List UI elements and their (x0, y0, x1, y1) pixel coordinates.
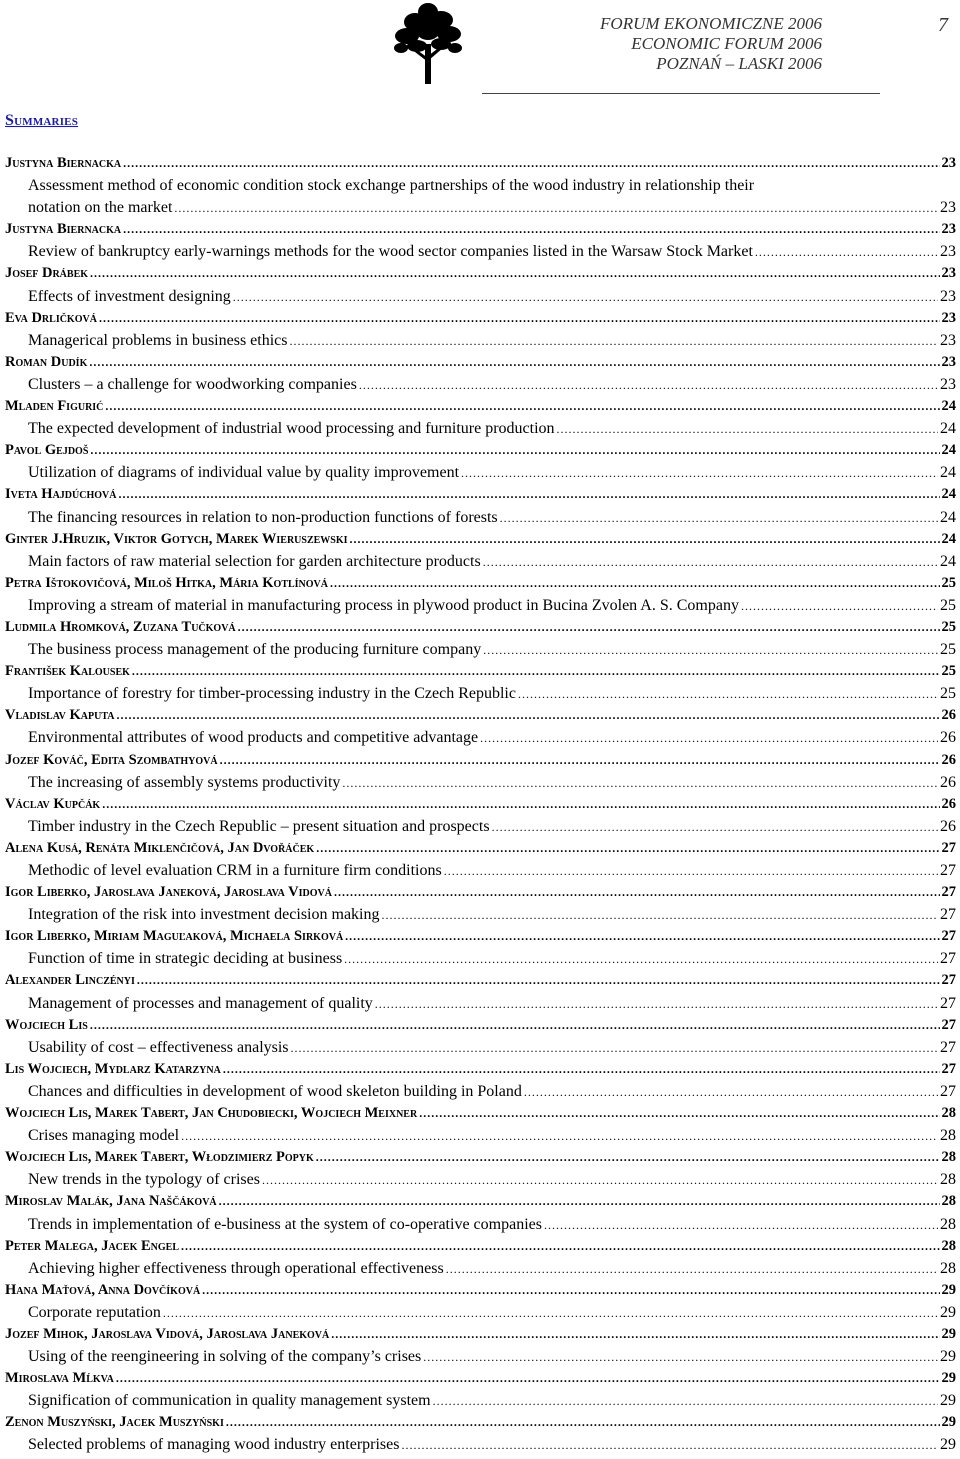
toc-page-number: 28 (940, 1260, 960, 1278)
dot-leader (350, 532, 940, 547)
toc-author[interactable] (0, 1238, 960, 1260)
toc-page-number: 28 (942, 1149, 960, 1166)
toc-entry-text: Management of processes and management of quality (28, 995, 373, 1013)
dot-leader (480, 731, 938, 746)
toc-page-number: 29 (940, 1436, 960, 1454)
dot-leader (132, 664, 940, 679)
toc-author[interactable] (0, 1326, 960, 1348)
toc-author[interactable] (0, 1105, 960, 1127)
toc-entry-text: Justyna Biernacka (5, 155, 121, 172)
toc-author[interactable] (0, 1282, 960, 1304)
toc-page-number: 23 (942, 221, 960, 238)
dot-leader (359, 378, 938, 393)
toc-author[interactable] (0, 663, 960, 685)
toc-page-number: 27 (940, 995, 960, 1013)
toc-title[interactable] (0, 1260, 960, 1282)
dot-leader (446, 1262, 938, 1277)
toc-entry-text: Igor Liberko, Jaroslava Janeková, Jaroslava Vidová (5, 884, 332, 901)
toc-entry-text: Review of bankruptcy early-warnings methods for the wood sector companies listed in the Warsaw Stock Market (28, 243, 753, 261)
toc-entry-text: Effects of investment designing (28, 288, 231, 306)
toc-author[interactable] (0, 354, 960, 376)
toc-page-number: 29 (940, 1392, 960, 1410)
toc-author[interactable] (0, 398, 960, 420)
dot-leader (755, 245, 938, 260)
toc-page-number: 28 (940, 1171, 960, 1189)
toc-page-number: 23 (940, 199, 960, 217)
dot-leader (123, 156, 939, 171)
dot-leader (557, 422, 938, 437)
toc-author[interactable] (0, 310, 960, 332)
dot-leader (500, 511, 938, 526)
toc-entry-text: Josef Drábek (5, 265, 88, 282)
toc-page-number: 26 (942, 707, 960, 724)
conference-line: ECONOMIC FORUM 2006 (482, 34, 822, 54)
dot-leader (262, 1173, 938, 1188)
toc-title[interactable] (0, 288, 960, 310)
dot-leader (105, 399, 939, 414)
dot-leader (518, 687, 938, 702)
toc-author[interactable] (0, 155, 960, 177)
toc-entry-text: Miroslav Malák, Jana Naščáková (5, 1193, 217, 1210)
toc-page-number: 25 (940, 685, 960, 703)
toc-page-number: 23 (942, 310, 960, 327)
toc-author[interactable] (0, 486, 960, 508)
toc-entry-text: Justyna Biernacka (5, 221, 121, 238)
toc-entry-text: Wojciech Lis, Marek Tabert, Włodzimierz Popyk (5, 1149, 314, 1166)
dot-leader (419, 1106, 939, 1121)
toc-entry-text: Assessment method of economic condition stock exchange partnerships of the wood industry in relationship their (28, 177, 754, 195)
toc-page-number: 25 (942, 663, 960, 680)
toc-author[interactable] (0, 884, 960, 906)
toc-title[interactable] (0, 199, 960, 221)
toc-title[interactable] (0, 597, 960, 619)
toc-title[interactable] (0, 729, 960, 751)
toc-page-number: 27 (940, 906, 960, 924)
dot-leader (483, 555, 938, 570)
toc-title[interactable] (0, 641, 960, 663)
dot-leader (99, 311, 940, 326)
toc-entry-text: The business process management of the producing furniture company (28, 641, 481, 659)
dot-leader (123, 222, 939, 237)
toc-page-number: 25 (940, 597, 960, 615)
toc-title[interactable] (0, 1171, 960, 1193)
toc-page-number: 23 (940, 288, 960, 306)
dot-leader (116, 708, 939, 723)
toc-title[interactable] (0, 995, 960, 1017)
dot-leader (90, 1018, 940, 1033)
dot-leader (89, 355, 939, 370)
toc-entry-text: Wojciech Lis (5, 1017, 88, 1034)
toc-author[interactable] (0, 1414, 960, 1436)
toc-page-number: 23 (940, 376, 960, 394)
dot-leader (316, 1150, 940, 1165)
toc-entry-text: Crises managing model (28, 1127, 179, 1145)
toc-entry-text: Václav Kupčák (5, 796, 100, 813)
dot-leader (220, 753, 940, 768)
toc-entry-text: Ginter J.Hruzik, Viktor Gotych, Marek Wieruszewski (5, 531, 348, 548)
toc-author[interactable] (0, 1370, 960, 1392)
dot-leader (118, 487, 939, 502)
toc-author[interactable] (0, 221, 960, 243)
dot-leader (238, 620, 940, 635)
toc-page-number: 25 (940, 641, 960, 659)
toc-entry-text: Utilization of diagrams of individual value by quality improvement (28, 464, 459, 482)
toc-author[interactable] (0, 531, 960, 553)
toc-page-number: 25 (942, 575, 960, 592)
toc-entry-text: Selected problems of managing wood industry enterprises (28, 1436, 399, 1454)
toc-entry-text: Mladen Figurić (5, 398, 103, 415)
toc-author[interactable] (0, 707, 960, 729)
toc-page-number: 23 (940, 243, 960, 261)
toc-entry-text: Function of time in strategic deciding at business (28, 950, 342, 968)
dot-leader (345, 929, 939, 944)
dot-leader (316, 841, 939, 856)
toc-page-number: 24 (940, 509, 960, 527)
toc-page-number: 28 (940, 1127, 960, 1145)
conference-line: POZNAŃ – LASKI 2006 (482, 54, 822, 74)
toc-entry-text: Roman Dudík (5, 354, 87, 371)
toc-entry-text: Clusters – a challenge for woodworking companies (28, 376, 357, 394)
toc-page-number: 25 (942, 619, 960, 636)
toc-entry-text: Alexander Linczényi (5, 972, 135, 989)
dot-leader (444, 864, 938, 879)
toc-author[interactable] (0, 1149, 960, 1171)
toc-entry-text: Using of the reengineering in solving of the company’s crises (28, 1348, 421, 1366)
dot-leader (401, 1438, 938, 1453)
toc-entry-text: Timber industry in the Czech Republic – present situation and prospects (28, 818, 490, 836)
toc-page-number: 27 (942, 928, 960, 945)
toc-page-number: 26 (942, 796, 960, 813)
toc-page-number: 29 (942, 1326, 960, 1343)
dot-leader (375, 997, 938, 1012)
toc-entry-text: Alena Kusá, Renáta Miklenčičová, Jan Dvořáček (5, 840, 314, 857)
toc-page-number: 26 (942, 752, 960, 769)
toc-page-number: 27 (942, 840, 960, 857)
toc-entry-text: Wojciech Lis, Marek Tabert, Jan Chudobiecki, Wojciech Meixner (5, 1105, 417, 1122)
toc-page-number: 29 (942, 1370, 960, 1387)
toc-page-number: 29 (942, 1282, 960, 1299)
dot-leader (291, 1041, 938, 1056)
dot-leader (223, 1062, 940, 1077)
toc-entry-text: Lis Wojciech, Mydlarz Katarzyna (5, 1061, 221, 1078)
toc-page-number: 27 (940, 950, 960, 968)
dot-leader (492, 820, 938, 835)
toc-entry-text: Peter Malega, Jacek Engel (5, 1238, 179, 1255)
dot-leader (423, 1350, 938, 1365)
toc-entry-text: Importance of forestry for timber-processing industry in the Czech Republic (28, 685, 516, 703)
toc-page-number: 27 (942, 1061, 960, 1078)
toc-title[interactable] (0, 950, 960, 972)
toc-author[interactable] (0, 619, 960, 641)
toc-page-number: 24 (940, 464, 960, 482)
dot-leader (137, 973, 940, 988)
dot-leader (381, 908, 938, 923)
header-rule (482, 93, 880, 94)
toc-page-number: 24 (940, 420, 960, 438)
toc-page-number: 29 (940, 1304, 960, 1322)
toc-title[interactable] (0, 1083, 960, 1105)
dot-leader (330, 576, 939, 591)
toc-entry-text: Petra Ištokovičová, Miloš Hitka, Mária Kotlínová (5, 575, 328, 592)
toc-page-number: 29 (942, 1414, 960, 1431)
toc-entry-text: Jozef Mihok, Jaroslava Vidová, Jaroslava Janeková (5, 1326, 329, 1343)
toc-author[interactable] (0, 1017, 960, 1039)
toc-title[interactable] (0, 332, 960, 354)
page-header (0, 0, 960, 100)
toc-author[interactable] (0, 265, 960, 287)
toc-entry-text: Zenon Muszyński, Jacek Muszyński (5, 1414, 224, 1431)
dot-leader (90, 443, 939, 458)
toc-title[interactable] (0, 1348, 960, 1370)
toc-page-number: 23 (940, 332, 960, 350)
toc-page-number: 27 (942, 884, 960, 901)
toc-page-number: 24 (942, 531, 960, 548)
toc-title[interactable] (0, 1436, 960, 1458)
toc-entry-text: František Kalousek (5, 663, 130, 680)
dot-leader (544, 1218, 938, 1233)
toc-title[interactable] (0, 553, 960, 575)
toc-entry-text: Improving a stream of material in manufacturing process in plywood product in Bucina Zvolen A. S. Company (28, 597, 739, 615)
toc-author[interactable] (0, 1061, 960, 1083)
toc-entry-text: The expected development of industrial wood processing and furniture production (28, 420, 555, 438)
dot-leader (334, 885, 940, 900)
toc-entry-text: The financing resources in relation to non-production functions of forests (28, 509, 498, 527)
dot-leader (163, 1306, 938, 1321)
toc-entry-text: Trends in implementation of e-business at the system of co-operative companies (28, 1216, 542, 1234)
toc-page-number: 24 (940, 553, 960, 571)
page-number: 7 (938, 14, 948, 37)
toc-title[interactable] (0, 1216, 960, 1238)
dot-leader (102, 797, 939, 812)
toc-entry-text: Usability of cost – effectiveness analysis (28, 1039, 289, 1057)
table-of-contents (0, 155, 960, 1459)
toc-title[interactable] (0, 1127, 960, 1149)
toc-page-number: 28 (942, 1105, 960, 1122)
dot-leader (461, 466, 938, 481)
tree-icon (393, 2, 463, 86)
toc-title[interactable] (0, 243, 960, 265)
toc-entry-text: Ludmila Hromková, Zuzana Tučková (5, 619, 236, 636)
toc-author[interactable] (0, 796, 960, 818)
toc-page-number: 24 (942, 398, 960, 415)
toc-entry-text: Signification of communication in quality management system (28, 1392, 431, 1410)
toc-entry-text: Iveta Hajdúchová (5, 486, 116, 503)
dot-leader (342, 776, 938, 791)
conference-line: FORUM EKONOMICZNE 2006 (482, 14, 822, 34)
toc-title[interactable] (0, 464, 960, 486)
toc-title[interactable] (0, 774, 960, 796)
toc-page-number: 27 (940, 1083, 960, 1101)
toc-entry-text: Integration of the risk into investment decision making (28, 906, 379, 924)
toc-author[interactable] (0, 442, 960, 464)
toc-page-number: 24 (942, 486, 960, 503)
toc-entry-text: Environmental attributes of wood products and competitive advantage (28, 729, 478, 747)
dot-leader (290, 334, 939, 349)
toc-entry-text: Methodic of level evaluation CRM in a furniture firm conditions (28, 862, 442, 880)
toc-page-number: 29 (940, 1348, 960, 1366)
dot-leader (233, 290, 938, 305)
toc-entry-text: New trends in the typology of crises (28, 1171, 260, 1189)
toc-page-number: 23 (942, 354, 960, 371)
dot-leader (116, 1371, 940, 1386)
dot-leader (90, 266, 939, 281)
dot-leader (741, 599, 938, 614)
dot-leader (433, 1394, 938, 1409)
toc-page-number: 26 (940, 729, 960, 747)
dot-leader (219, 1194, 940, 1209)
toc-entry-text: Vladislav Kaputa (5, 707, 114, 724)
toc-author[interactable] (0, 1193, 960, 1215)
toc-title[interactable] (0, 818, 960, 840)
toc-page-number: 23 (942, 155, 960, 172)
toc-author[interactable] (0, 575, 960, 597)
toc-page-number: 26 (940, 818, 960, 836)
toc-entry-text: The increasing of assembly systems productivity (28, 774, 340, 792)
toc-entry-text: Eva Drličková (5, 310, 97, 327)
dot-leader (226, 1415, 940, 1430)
toc-entry-text: Hana Maťová, Anna Dovčíková (5, 1282, 200, 1299)
toc-page-number: 23 (942, 265, 960, 282)
toc-entry-text: Pavol Gejdoš (5, 442, 88, 459)
toc-page-number: 26 (940, 774, 960, 792)
dot-leader (524, 1085, 938, 1100)
toc-title[interactable] (0, 420, 960, 442)
toc-author[interactable] (0, 972, 960, 994)
toc-entry-text: Achieving higher effectiveness through operational effectiveness (28, 1260, 444, 1278)
toc-title[interactable] (0, 906, 960, 928)
toc-entry-text: notation on the market (28, 199, 172, 217)
dot-leader (202, 1283, 939, 1298)
toc-entry-text: Main factors of raw material selection for garden architecture products (28, 553, 481, 571)
toc-entry-text: Corporate reputation (28, 1304, 161, 1322)
dot-leader (483, 643, 938, 658)
toc-page-number: 28 (942, 1193, 960, 1210)
dot-leader (181, 1239, 940, 1254)
toc-author[interactable] (0, 928, 960, 950)
toc-title[interactable] (0, 1039, 960, 1061)
dot-leader (174, 201, 938, 216)
toc-author[interactable] (0, 840, 960, 862)
toc-title[interactable] (0, 376, 960, 398)
toc-entry-text: Managerical problems in business ethics (28, 332, 288, 350)
toc-title[interactable] (0, 177, 960, 199)
section-title: Summaries (5, 112, 78, 130)
conference-title (482, 14, 822, 74)
toc-author[interactable] (0, 752, 960, 774)
dot-leader (331, 1327, 939, 1342)
toc-entry-text: Miroslava Mĺkva (5, 1370, 114, 1387)
toc-page-number: 27 (940, 1039, 960, 1057)
toc-entry-text: Igor Liberko, Miriam Maguľaková, Michaela Sirková (5, 928, 343, 945)
toc-title[interactable] (0, 1392, 960, 1414)
toc-entry-text: Jozef Kováč, Edita Szombathyová (5, 752, 218, 769)
toc-page-number: 27 (940, 862, 960, 880)
dot-leader (344, 952, 938, 967)
toc-page-number: 27 (942, 972, 960, 989)
toc-page-number: 24 (942, 442, 960, 459)
toc-title[interactable] (0, 862, 960, 884)
toc-title[interactable] (0, 685, 960, 707)
toc-title[interactable] (0, 1304, 960, 1326)
toc-entry-text: Chances and difficulties in development of wood skeleton building in Poland (28, 1083, 522, 1101)
toc-page-number: 28 (942, 1238, 960, 1255)
toc-page-number: 27 (942, 1017, 960, 1034)
dot-leader (181, 1129, 938, 1144)
toc-page-number: 28 (940, 1216, 960, 1234)
toc-title[interactable] (0, 509, 960, 531)
